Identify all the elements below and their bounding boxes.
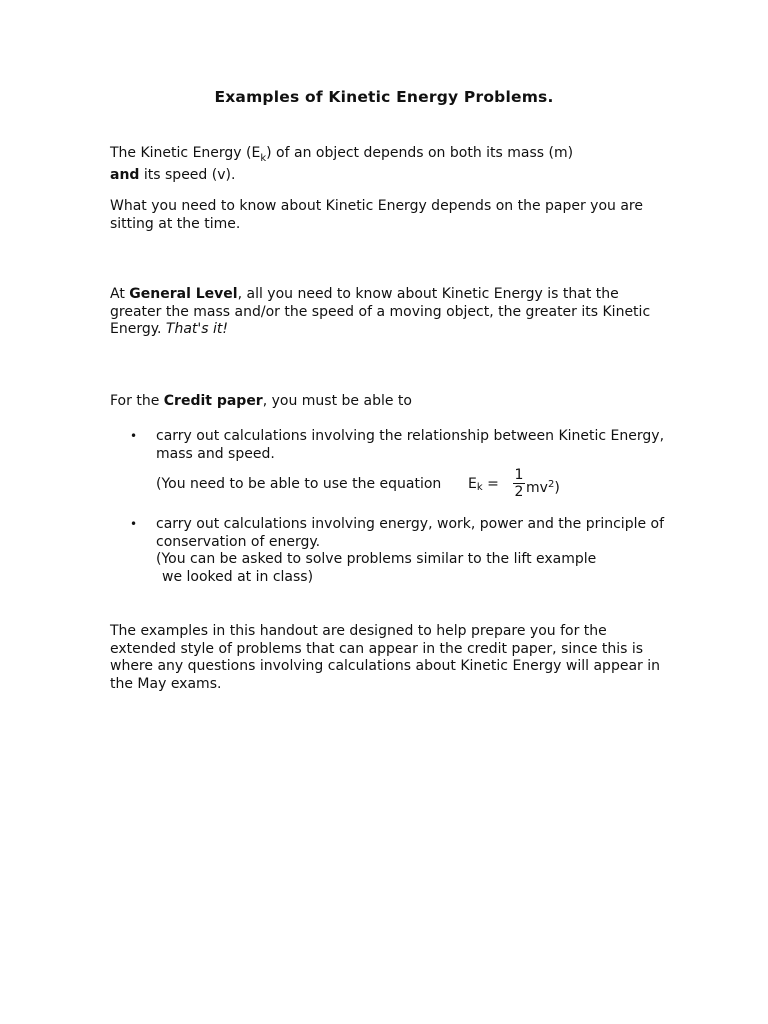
bullet-note-line: (You can be asked to solve problems similar to the lift example <box>156 551 597 567</box>
bullet-note-line: we looked at in class) <box>162 568 314 585</box>
thats-it-italic: That's it! <box>165 321 228 337</box>
fraction-denominator: 2 <box>514 484 524 500</box>
equation-fraction <box>512 467 526 500</box>
equation-mv-squared: $mv^2$) <box>526 479 560 496</box>
intro-text-c: its speed (v). <box>139 167 236 184</box>
equation-ek: $E_k$ = <box>468 476 499 493</box>
general-level-paragraph <box>110 286 670 339</box>
bullet-body <box>156 516 676 586</box>
bullet-dot-icon: • <box>130 429 138 443</box>
bullet-dot-icon: • <box>130 517 138 531</box>
intro-text-a: The Kinetic Energy (E <box>110 145 261 161</box>
fraction-numerator: 1 <box>514 467 524 483</box>
bullet-text: carry out calculations involving the relationship between Kinetic Energy, mass and speed. <box>156 428 665 462</box>
handout-purpose-paragraph: The examples in this handout are designed to help prepare you for the extended style of problems that can appear in the credit paper, since this is where any questions involving calculations about Kinetic Energy will appear in the May exams. <box>110 623 660 692</box>
credit-paper-bold: Credit paper <box>163 393 263 409</box>
credit-text-b: , you must be able to <box>262 393 412 409</box>
equation-line <box>156 467 676 501</box>
general-level-bold: General Level <box>129 286 238 302</box>
ek-subscript: k <box>260 152 267 164</box>
general-text-a: At <box>110 286 130 302</box>
page-title: Examples of Kinetic Energy Problems. <box>214 88 554 106</box>
general-text-b: , all you need to know about Kinetic Energy is that the greater the mass and/or the speed of a moving object, the greater its Kinetic Energy. <box>110 286 651 337</box>
intro-text-b: ) of an object depends on both its mass (m) <box>266 145 574 161</box>
paper-dependence-paragraph: What you need to know about Kinetic Energy depends on the paper you are sitting at the time. <box>110 198 643 232</box>
credit-paper-paragraph <box>110 393 670 411</box>
equation-lead-text: (You need to be able to use the equation <box>156 476 442 492</box>
intro-paragraph <box>110 145 670 185</box>
bullet-text: carry out calculations involving energy, work, power and the principle of conservation of energy. <box>156 516 665 550</box>
intro-bold-and: and <box>110 167 140 184</box>
credit-text-a: For the <box>110 393 164 409</box>
bullet-body <box>156 428 676 501</box>
